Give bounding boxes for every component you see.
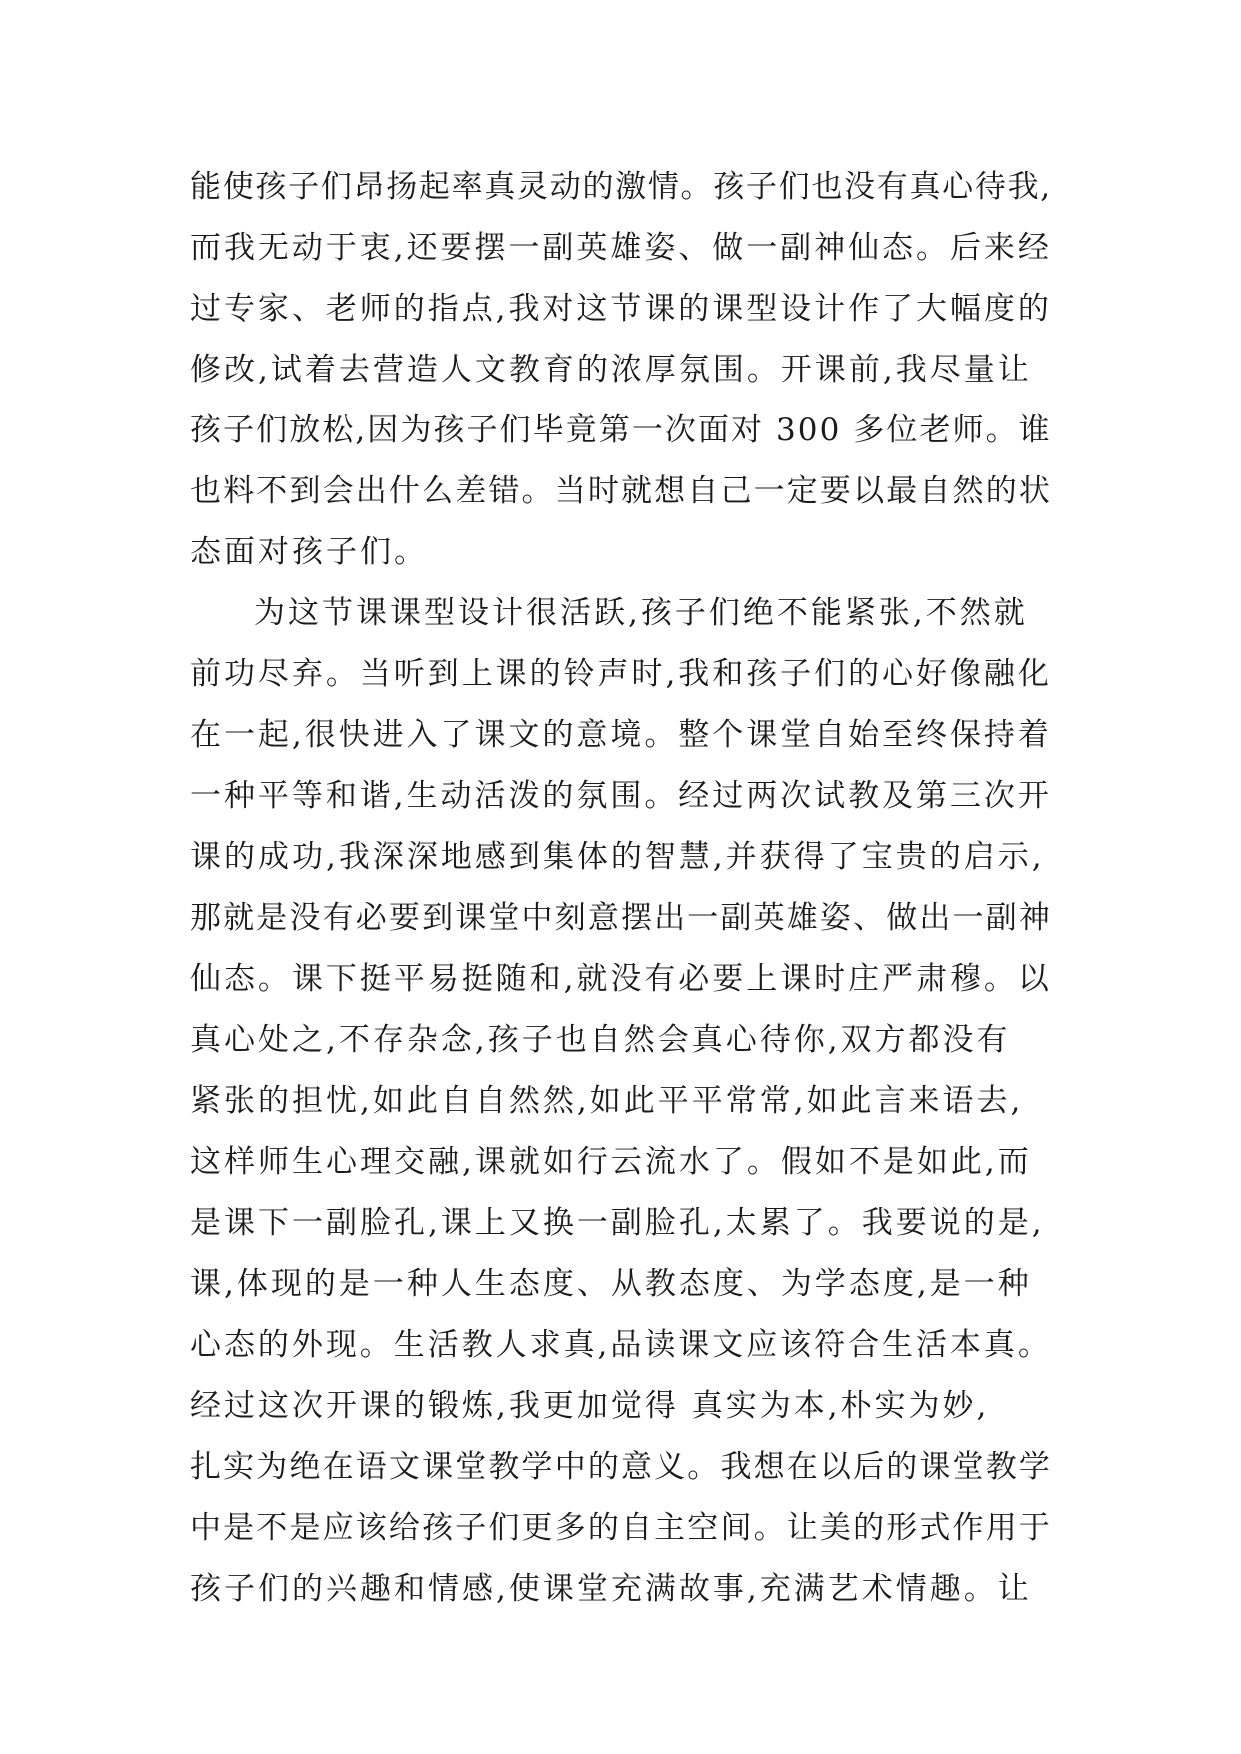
text-line: 中是不是应该给孩子们更多的自主空间。让美的形式作用于: [190, 1510, 1052, 1546]
text-line: 在一起,很快进入了课文的意境。整个课堂自始至终保持着: [190, 717, 1052, 753]
text-line: 这样师生心理交融,课就如行云流水了。假如不是如此,而: [190, 1144, 1032, 1180]
text-line: 孩子们放松,因为孩子们毕竟第一次面对 300 多位老师。谁: [190, 412, 1052, 448]
text-line: 真心处之,不存杂念,孩子也自然会真心待你,双方都没有: [190, 1022, 1011, 1058]
text-line: 能使孩子们昂扬起率真灵动的激情。孩子们也没有真心待我,: [190, 169, 1052, 205]
text-line: 过专家、老师的指点,我对这节课的课型设计作了大幅度的: [190, 291, 1052, 327]
text-line: 经过这次开课的锻炼,我更加觉得 真实为本,朴实为妙,: [190, 1388, 990, 1424]
text-line: 课,体现的是一种人生态度、从教态度、为学态度,是一种: [190, 1266, 1032, 1302]
text-line: 态面对孩子们。: [190, 534, 428, 570]
text-line: 那就是没有必要到课堂中刻意摆出一副英雄姿、做出一副神: [190, 900, 1052, 936]
text-line: 仙态。课下挺平易挺随和,就没有必要上课时庄严肃穆。以: [190, 961, 1052, 997]
paragraph-first-line: 为这节课课型设计很活跃,孩子们绝不能紧张,不然就: [254, 595, 1028, 631]
text-line: 扎实为绝在语文课堂教学中的意义。我想在以后的课堂教学: [190, 1449, 1052, 1485]
text-line: 一种平等和谐,生动活泼的氛围。经过两次试教及第三次开: [190, 778, 1052, 814]
text-line: 紧张的担忧,如此自自然然,如此平平常常,如此言来语去,: [190, 1083, 1024, 1119]
text-line: 心态的外现。生活教人求真,品读课文应该符合生活本真。: [190, 1327, 1052, 1363]
text-line: 孩子们的兴趣和情感,使课堂充满故事,充满艺术情趣。让: [190, 1571, 1032, 1607]
text-line: 而我无动于衷,还要摆一副英雄姿、做一副神仙态。后来经: [190, 230, 1052, 266]
text-line: 课的成功,我深深地感到集体的智慧,并获得了宝贵的启示,: [190, 839, 1045, 875]
text-line: 前功尽弃。当听到上课的铃声时,我和孩子们的心好像融化: [190, 656, 1052, 692]
text-line: 也料不到会出什么差错。当时就想自己一定要以最自然的状: [190, 473, 1052, 509]
text-line: 修改,试着去营造人文教育的浓厚氛围。开课前,我尽量让: [190, 352, 1032, 388]
text-line: 是课下一副脸孔,课上又换一副脸孔,太累了。我要说的是,: [190, 1205, 1045, 1241]
